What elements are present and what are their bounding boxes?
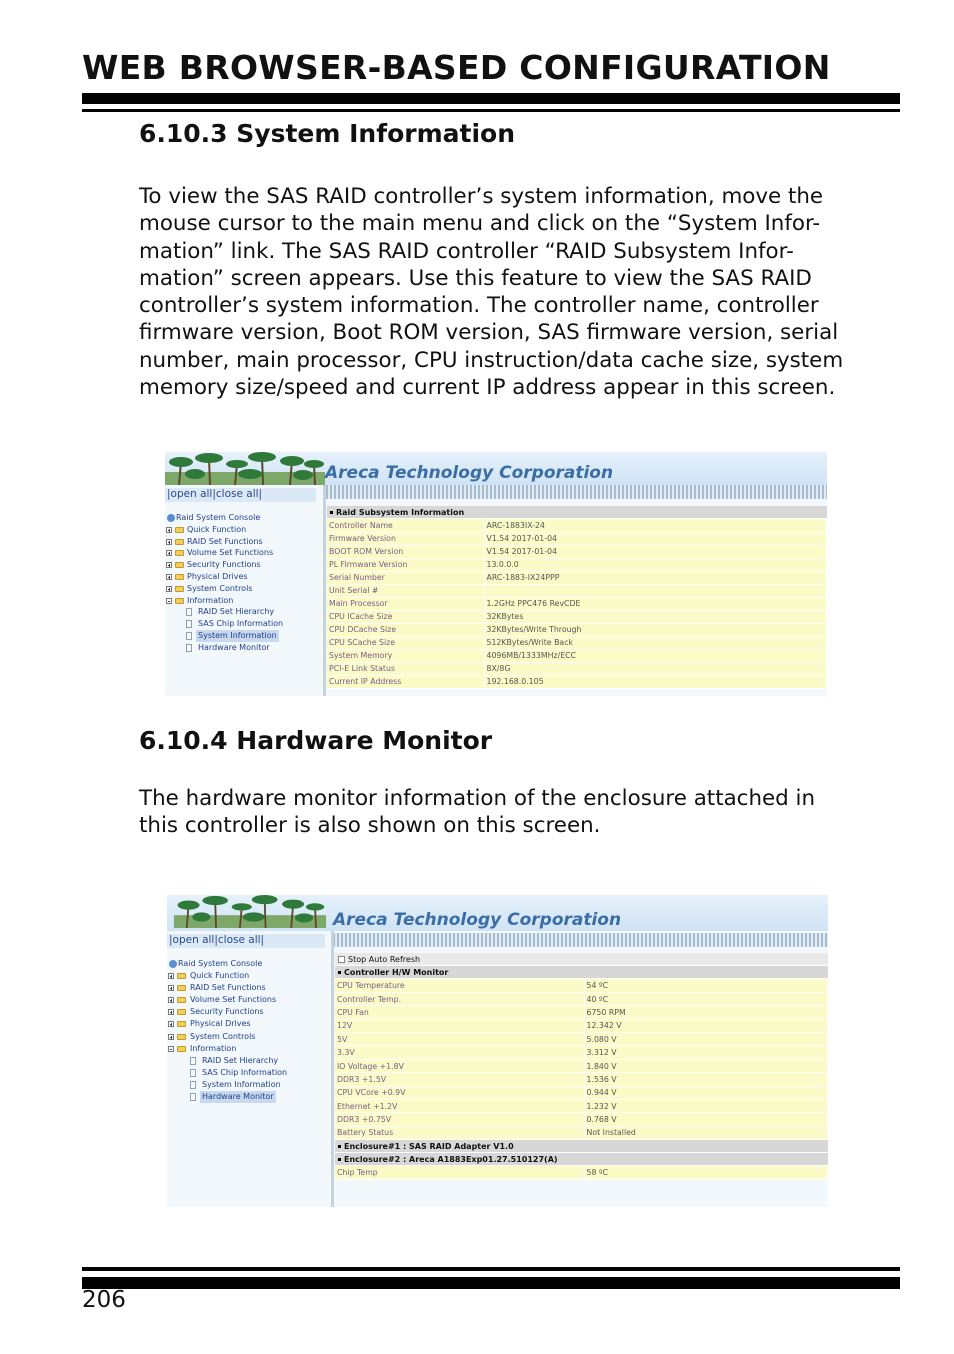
- row-label: BOOT ROM Version: [327, 545, 484, 558]
- table-row: [335, 1059, 828, 1072]
- expand-icon[interactable]: [168, 985, 174, 991]
- tree-item[interactable]: Hardware Monitor: [165, 642, 323, 654]
- row-label: Ethernet +1.2V: [335, 1100, 584, 1113]
- page-icon: [186, 644, 192, 652]
- paragraph-line: mouse cursor to the main menu and click on the “System Infor-: [139, 211, 821, 237]
- table-row: [327, 649, 827, 662]
- page-icon: [190, 1093, 196, 1101]
- tree-item[interactable]: Security Functions: [165, 559, 323, 571]
- system-info-panel: [327, 506, 827, 689]
- console-icon: [167, 514, 175, 522]
- page-icon: [190, 1057, 196, 1065]
- table-row: [335, 1073, 828, 1086]
- brand-title: Areca Technology Corporation: [333, 910, 622, 930]
- sidebar-separator: [323, 485, 326, 696]
- tree-item[interactable]: Volume Set Functions: [165, 547, 323, 559]
- folder-open-icon: [177, 1046, 186, 1052]
- menu-tree: [167, 958, 331, 1103]
- section-title-system-information: 6.10.3 System Information: [139, 119, 516, 148]
- row-value: 0.768 V: [584, 1113, 828, 1126]
- row-label: CPU Fan: [335, 1006, 584, 1019]
- expand-icon[interactable]: [168, 997, 174, 1003]
- tree-item[interactable]: Information: [165, 595, 323, 607]
- folder-icon: [175, 574, 184, 580]
- row-value: 6750 RPM: [584, 1006, 828, 1019]
- row-label: CPU Temperature: [335, 979, 584, 992]
- bullet-icon: [338, 1145, 341, 1148]
- footer-rule-thin: [82, 1277, 900, 1289]
- row-label: Unit Serial #: [327, 584, 484, 597]
- section-title-hardware-monitor: 6.10.4 Hardware Monitor: [139, 726, 493, 755]
- row-label: Main Processor: [327, 597, 484, 610]
- folder-icon: [175, 586, 184, 592]
- expand-icon[interactable]: [166, 550, 172, 556]
- row-value: 1.536 V: [584, 1073, 828, 1086]
- row-label: CPU VCore +0.9V: [335, 1086, 584, 1099]
- auto-refresh-row[interactable]: Stop Auto Refresh: [335, 953, 828, 966]
- row-label: Controller Name: [327, 519, 484, 532]
- row-value: [484, 584, 827, 597]
- row-value: 1.2GHz PPC476 RevCDE: [484, 597, 827, 610]
- collapse-icon[interactable]: [166, 598, 172, 604]
- row-label: CPU ICache Size: [327, 610, 484, 623]
- table-row: [335, 1006, 828, 1019]
- collapse-icon[interactable]: [168, 1046, 174, 1052]
- expand-icon[interactable]: [166, 574, 172, 580]
- tree-item[interactable]: Physical Drives: [167, 1018, 331, 1030]
- folder-icon: [177, 985, 186, 991]
- expand-icon[interactable]: [166, 562, 172, 568]
- bullet-icon: [338, 1158, 341, 1161]
- row-label: Chip Temp: [335, 1166, 584, 1179]
- table-row: [327, 545, 827, 558]
- sidebar-separator: [331, 931, 334, 1207]
- table-row: [327, 571, 827, 584]
- tree-item[interactable]: System Controls: [165, 583, 323, 595]
- folder-icon: [177, 973, 186, 979]
- paragraph-line: To view the SAS RAID controller’s system information, move the: [139, 184, 824, 209]
- bullet-icon: [330, 511, 333, 514]
- table-row: [335, 1100, 828, 1113]
- chapter-rule-thick: [82, 93, 900, 104]
- tree-item[interactable]: System Information: [167, 1079, 331, 1091]
- system-information-paragraph: [139, 183, 899, 401]
- folder-icon: [175, 550, 184, 556]
- expand-icon[interactable]: [166, 527, 172, 533]
- raid-subsystem-header: Raid Subsystem Information: [327, 506, 827, 519]
- row-value: ARC-1883IX-24: [484, 519, 827, 532]
- tree-item[interactable]: SAS Chip Information: [167, 1067, 331, 1079]
- row-value: 58 ºC: [584, 1166, 828, 1179]
- folder-icon: [175, 562, 184, 568]
- table-row: [335, 1086, 828, 1099]
- hardware-monitor-paragraph: [139, 785, 899, 840]
- table-row: [335, 992, 828, 1005]
- page-icon: [186, 632, 192, 640]
- row-value: V1.54 2017-01-04: [484, 532, 827, 545]
- row-value: V1.54 2017-01-04: [484, 545, 827, 558]
- paragraph-line: this controller is also shown on this screen.: [139, 813, 601, 839]
- chapter-title: WEB BROWSER-BASED CONFIGURATION: [82, 48, 831, 87]
- row-value: Not Installed: [584, 1126, 828, 1139]
- page-icon: [190, 1069, 196, 1077]
- row-label: PL Firmware Version: [327, 558, 484, 571]
- row-label: Battery Status: [335, 1126, 584, 1139]
- tree-item[interactable]: RAID Set Functions: [167, 982, 331, 994]
- header-stripe: [333, 933, 828, 947]
- stop-auto-refresh-checkbox[interactable]: [338, 956, 345, 963]
- tree-item[interactable]: Raid System Console: [165, 512, 323, 524]
- table-row: [327, 636, 827, 649]
- hardware-monitor-panel: [335, 953, 828, 1180]
- row-label: IO Voltage +1.8V: [335, 1059, 584, 1072]
- system-info-table: [327, 519, 827, 689]
- palm-trees-icon: [167, 895, 333, 928]
- table-row: [327, 584, 827, 597]
- row-value: 32KBytes: [484, 610, 827, 623]
- expand-icon[interactable]: [168, 1009, 174, 1015]
- table-row: [327, 662, 827, 675]
- folder-icon: [175, 539, 184, 545]
- row-label: Controller Temp.: [335, 992, 584, 1005]
- paragraph-line: firmware version, Boot ROM version, SAS firmware version, serial: [139, 320, 839, 346]
- row-value: 4096MB/1333MHz/ECC: [484, 649, 827, 662]
- row-label: PCI-E Link Status: [327, 662, 484, 675]
- folder-open-icon: [175, 598, 184, 604]
- paragraph-line: number, main processor, CPU instruction/data cache size, system: [139, 347, 844, 373]
- enclosure2-header: Enclosure#2 : Areca A1883Exp01.27.510127(A): [335, 1153, 828, 1166]
- table-row: [335, 1019, 828, 1032]
- page-icon: [190, 1081, 196, 1089]
- paragraph-line: mation” screen appears. Use this feature to view the SAS RAID: [139, 265, 812, 291]
- folder-icon: [177, 1034, 186, 1040]
- row-value: 1.232 V: [584, 1100, 828, 1113]
- table-row: [335, 979, 828, 992]
- expand-icon[interactable]: [168, 1021, 174, 1027]
- row-value: 54 ºC: [584, 979, 828, 992]
- row-value: 1.840 V: [584, 1059, 828, 1072]
- row-value: 512KBytes/Write Back: [484, 636, 827, 649]
- tree-item[interactable]: Physical Drives: [165, 571, 323, 583]
- row-value: 192.168.0.105: [484, 675, 827, 688]
- enclosure2-table: [335, 1166, 828, 1180]
- bullet-icon: [338, 971, 341, 974]
- table-row: [335, 1166, 828, 1179]
- hw-monitor-table: [335, 979, 828, 1140]
- row-label: Firmware Version: [327, 532, 484, 545]
- expand-icon[interactable]: [168, 1034, 174, 1040]
- tree-item[interactable]: Security Functions: [167, 1006, 331, 1018]
- page-icon: [186, 608, 192, 616]
- table-row: [327, 532, 827, 545]
- folder-icon: [177, 1021, 186, 1027]
- paragraph-line: controller’s system information. The controller name, controller: [139, 293, 819, 319]
- paragraph-line: mation” link. The SAS RAID controller “RAID Subsystem Infor-: [139, 238, 794, 264]
- chapter-rule-thin: [82, 109, 900, 112]
- folder-icon: [177, 1009, 186, 1015]
- palm-trees-icon: [165, 452, 325, 485]
- row-value: 13.0.0.0: [484, 558, 827, 571]
- hardware-monitor-screenshot: [167, 895, 828, 1207]
- page-number: 206: [82, 1287, 126, 1313]
- table-row: [327, 675, 827, 688]
- table-row: [335, 1113, 828, 1126]
- tree-item[interactable]: Raid System Console: [167, 958, 331, 970]
- table-row: [327, 610, 827, 623]
- row-label: DDR3 +1.5V: [335, 1073, 584, 1086]
- tree-item[interactable]: RAID Set Hierarchy: [165, 606, 323, 618]
- row-value: 32KBytes/Write Through: [484, 623, 827, 636]
- tree-item-selected[interactable]: System Information: [165, 630, 323, 642]
- table-row: [335, 1033, 828, 1046]
- tree-item[interactable]: SAS Chip Information: [165, 618, 323, 630]
- paragraph-line: memory size/speed and current IP address appear in this screen.: [139, 375, 836, 401]
- row-label: System Memory: [327, 649, 484, 662]
- folder-icon: [175, 527, 184, 533]
- row-label: DDR3 +0.75V: [335, 1113, 584, 1126]
- row-label: CPU SCache Size: [327, 636, 484, 649]
- row-label: Current IP Address: [327, 675, 484, 688]
- row-value: 12.342 V: [584, 1019, 828, 1032]
- expand-icon[interactable]: [168, 973, 174, 979]
- open-close-all-links[interactable]: |open all|close all|: [165, 488, 316, 502]
- tree-item[interactable]: Quick Function: [167, 970, 331, 982]
- table-row: [327, 519, 827, 532]
- tree-item[interactable]: Information: [167, 1043, 331, 1055]
- table-row: [335, 1126, 828, 1139]
- footer-rule-thick: [82, 1267, 900, 1271]
- row-label: CPU DCache Size: [327, 623, 484, 636]
- tree-item[interactable]: Volume Set Functions: [167, 994, 331, 1006]
- folder-icon: [177, 997, 186, 1003]
- header-stripe: [326, 485, 827, 499]
- tree-item-selected[interactable]: Hardware Monitor: [167, 1091, 331, 1103]
- paragraph-line: The hardware monitor information of the enclosure attached in: [139, 786, 816, 811]
- expand-icon[interactable]: [166, 586, 172, 592]
- enclosure1-header: Enclosure#1 : SAS RAID Adapter V1.0: [335, 1140, 828, 1153]
- table-row: [335, 1046, 828, 1059]
- row-label: 5V: [335, 1033, 584, 1046]
- row-label: 3.3V: [335, 1046, 584, 1059]
- row-value: 40 ºC: [584, 992, 828, 1005]
- tree-item[interactable]: RAID Set Functions: [165, 536, 323, 548]
- table-row: [327, 597, 827, 610]
- system-information-screenshot: [165, 452, 827, 696]
- tree-item[interactable]: RAID Set Hierarchy: [167, 1055, 331, 1067]
- brand-title: Areca Technology Corporation: [325, 463, 614, 483]
- row-value: 8X/8G: [484, 662, 827, 675]
- menu-tree: [165, 512, 323, 654]
- controller-hw-monitor-header: Controller H/W Monitor: [335, 966, 828, 979]
- page-icon: [186, 620, 192, 628]
- open-close-all-links[interactable]: |open all|close all|: [167, 934, 325, 948]
- console-icon: [169, 960, 177, 968]
- row-value: 3.312 V: [584, 1046, 828, 1059]
- row-label: 12V: [335, 1019, 584, 1032]
- row-label: Serial Number: [327, 571, 484, 584]
- table-row: [327, 558, 827, 571]
- row-value: 0.944 V: [584, 1086, 828, 1099]
- row-value: 5.080 V: [584, 1033, 828, 1046]
- tree-item[interactable]: Quick Function: [165, 524, 323, 536]
- table-row: [327, 623, 827, 636]
- row-value: ARC-1883-IX24PPP: [484, 571, 827, 584]
- tree-item[interactable]: System Controls: [167, 1031, 331, 1043]
- expand-icon[interactable]: [166, 539, 172, 545]
